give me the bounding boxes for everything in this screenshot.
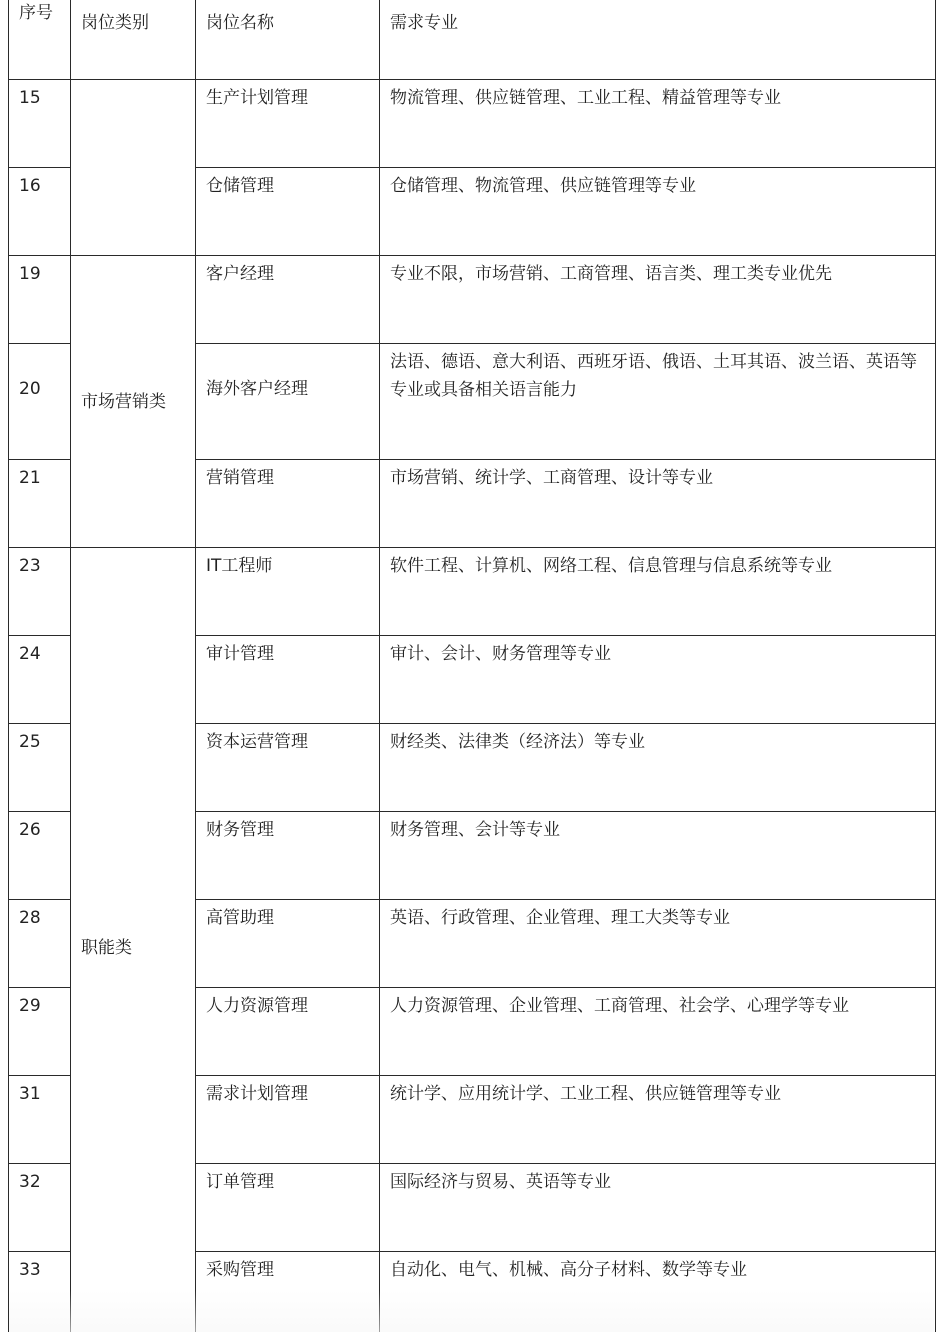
row-num: 32 — [9, 1164, 71, 1252]
row-major: 人力资源管理、企业管理、工商管理、社会学、心理学等专业 — [380, 988, 936, 1076]
row-position: 资本运营管理 — [196, 724, 380, 812]
row-major: 英语、行政管理、企业管理、理工大类等专业 — [380, 900, 936, 988]
category-cell — [71, 80, 196, 256]
table-header-row — [9, 0, 936, 80]
row-position: 人力资源管理 — [196, 988, 380, 1076]
row-major: 自动化、电气、机械、高分子材料、数学等专业 — [380, 1252, 936, 1332]
row-position: 生产计划管理 — [196, 80, 380, 168]
row-num: 21 — [9, 460, 71, 548]
row-position: 仓储管理 — [196, 168, 380, 256]
header-position: 岗位名称 — [196, 0, 380, 80]
table-row — [9, 80, 936, 168]
row-major: 审计、会计、财务管理等专业 — [380, 636, 936, 724]
row-num: 26 — [9, 812, 71, 900]
header-category: 岗位类别 — [71, 0, 196, 80]
row-num: 28 — [9, 900, 71, 988]
row-major: 国际经济与贸易、英语等专业 — [380, 1164, 936, 1252]
row-num: 25 — [9, 724, 71, 812]
row-major: 法语、德语、意大利语、西班牙语、俄语、土耳其语、波兰语、英语等专业或具备相关语言能力 — [380, 344, 936, 460]
category-cell: 职能类 — [71, 548, 196, 1332]
row-major: 专业不限，市场营销、工商管理、语言类、理工类专业优先 — [380, 256, 936, 344]
row-position: 高管助理 — [196, 900, 380, 988]
row-major: 仓储管理、物流管理、供应链管理等专业 — [380, 168, 936, 256]
row-position: 订单管理 — [196, 1164, 380, 1252]
row-major: 软件工程、计算机、网络工程、信息管理与信息系统等专业 — [380, 548, 936, 636]
row-num: 20 — [9, 344, 71, 460]
row-position: 审计管理 — [196, 636, 380, 724]
row-major: 统计学、应用统计学、工业工程、供应链管理等专业 — [380, 1076, 936, 1164]
row-position: 需求计划管理 — [196, 1076, 380, 1164]
row-num: 33 — [9, 1252, 71, 1332]
row-num: 23 — [9, 548, 71, 636]
header-num: 序号 — [9, 0, 71, 80]
row-num: 15 — [9, 80, 71, 168]
table-row — [9, 548, 936, 636]
row-major: 市场营销、统计学、工商管理、设计等专业 — [380, 460, 936, 548]
header-major: 需求专业 — [380, 0, 936, 80]
row-major: 财经类、法律类（经济法）等专业 — [380, 724, 936, 812]
row-position: 海外客户经理 — [196, 344, 380, 460]
table-row — [9, 256, 936, 344]
row-num: 19 — [9, 256, 71, 344]
row-position: 客户经理 — [196, 256, 380, 344]
row-num: 24 — [9, 636, 71, 724]
row-position: 财务管理 — [196, 812, 380, 900]
row-num: 31 — [9, 1076, 71, 1164]
row-position: IT工程师 — [196, 548, 380, 636]
row-position: 营销管理 — [196, 460, 380, 548]
recruitment-table — [8, 0, 936, 1332]
row-major: 物流管理、供应链管理、工业工程、精益管理等专业 — [380, 80, 936, 168]
category-cell: 市场营销类 — [71, 256, 196, 548]
row-position: 采购管理 — [196, 1252, 380, 1332]
row-num: 16 — [9, 168, 71, 256]
row-num: 29 — [9, 988, 71, 1076]
row-major: 财务管理、会计等专业 — [380, 812, 936, 900]
